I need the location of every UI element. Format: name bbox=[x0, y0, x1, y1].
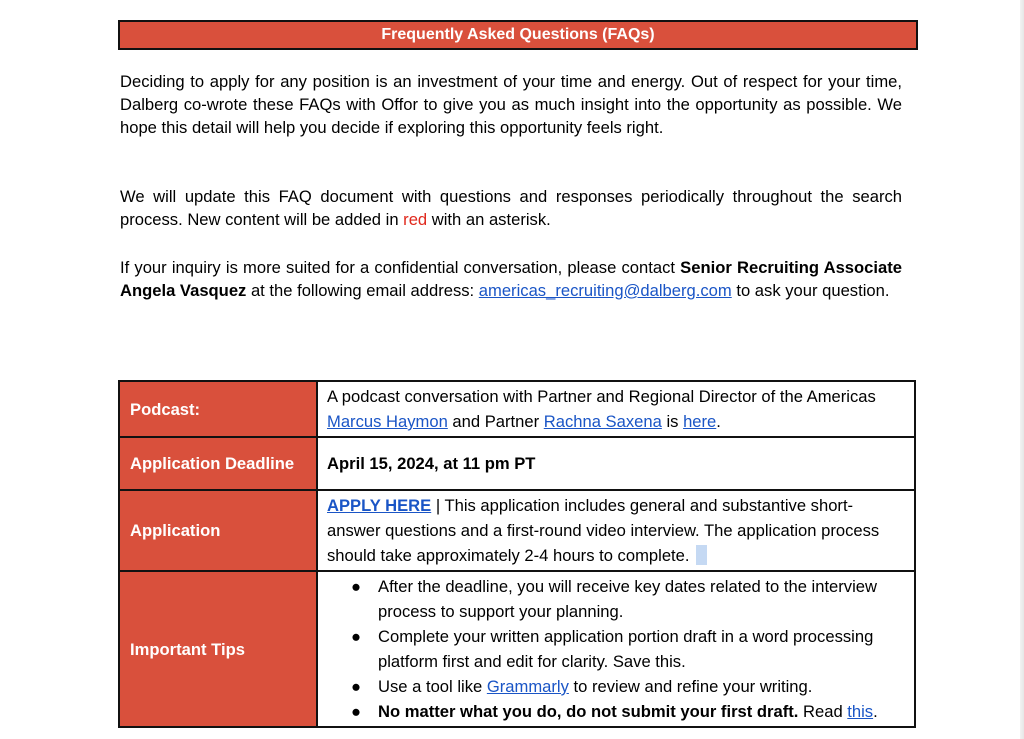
podcast-text-1: A podcast conversation with Partner and Regional Director of the Americas bbox=[327, 387, 876, 406]
intro-paragraph-1: Deciding to apply for any position is an investment of your time and energy. Out of respect for your time, Dalberg co-wrote these FAQs with Offor to give you as much insight into the opportunity as possible. We hope this detail will help you decide if exploring this opportunity feels right. bbox=[120, 72, 902, 137]
intro-paragraph-2 bbox=[120, 186, 902, 232]
application-value bbox=[317, 490, 915, 571]
tip-4-bold-text: No matter what you do, do not submit your first draft. bbox=[378, 702, 799, 721]
tips-label: Important Tips bbox=[119, 571, 317, 727]
tip-1-text: After the deadline, you will receive key dates related to the interview process to support your planning. bbox=[378, 577, 878, 621]
marcus-haymon-link[interactable]: Marcus Haymon bbox=[327, 412, 448, 431]
application-label: Application bbox=[119, 490, 317, 571]
tips-list bbox=[318, 574, 906, 724]
podcast-here-link[interactable]: here bbox=[683, 412, 717, 431]
deadline-label: Application Deadline bbox=[119, 437, 317, 490]
apply-here-link[interactable]: APPLY HERE bbox=[327, 496, 432, 515]
tip-4-text: Read bbox=[798, 702, 848, 721]
p3-text-start: If your inquiry is more suited for a confidential conversation, please contact bbox=[120, 258, 681, 277]
bullet-icon: ● bbox=[351, 702, 362, 721]
email-link[interactable]: americas_recruiting@dalberg.com bbox=[478, 280, 732, 300]
page-edge bbox=[1020, 0, 1024, 739]
tips-value bbox=[317, 571, 915, 727]
podcast-label: Podcast: bbox=[119, 381, 317, 437]
podcast-value bbox=[317, 381, 915, 437]
list-item bbox=[318, 674, 906, 699]
table-row-tips bbox=[119, 571, 915, 727]
podcast-text-2: and Partner bbox=[447, 412, 544, 431]
table-row-application bbox=[119, 490, 915, 571]
contact-name: Senior Recruiting Associate Angela Vasquez bbox=[120, 258, 902, 300]
grammarly-link[interactable]: Grammarly bbox=[486, 677, 569, 696]
table-row-deadline bbox=[119, 437, 915, 490]
podcast-text-3: is bbox=[661, 412, 684, 431]
this-link[interactable]: this bbox=[847, 702, 874, 721]
tip-2-text: Complete your written application portion draft in a word processing platform first and edit for clarity. Save this. bbox=[378, 627, 874, 671]
list-item bbox=[318, 699, 906, 724]
red-word: red bbox=[403, 209, 428, 229]
text-cursor-highlight bbox=[696, 545, 707, 565]
bullet-icon: ● bbox=[351, 627, 362, 646]
application-text: | This application includes general and substantive short-answer questions and a first-round video interview. The application process should take approximately 2-4 hours to complete. bbox=[327, 496, 880, 565]
bullet-icon: ● bbox=[351, 677, 362, 696]
bullet-icon: ● bbox=[351, 577, 362, 596]
tip-4-text-end: . bbox=[873, 702, 878, 721]
faq-info-table bbox=[118, 380, 916, 728]
deadline-value: April 15, 2024, at 11 pm PT bbox=[317, 437, 915, 490]
p3-text-end: to ask your question. bbox=[731, 280, 890, 300]
tip-3-text-start: Use a tool like bbox=[378, 677, 487, 696]
p2-text-start: We will update this FAQ document with questions and responses periodically throughout the search process. New content will be added in bbox=[120, 187, 902, 229]
table-row-podcast bbox=[119, 381, 915, 437]
list-item bbox=[318, 624, 906, 674]
tip-3-text-end: to review and refine your writing. bbox=[568, 677, 813, 696]
p2-text-end: with an asterisk. bbox=[427, 209, 551, 229]
rachna-saxena-link[interactable]: Rachna Saxena bbox=[543, 412, 662, 431]
intro-paragraph-3 bbox=[120, 257, 902, 303]
podcast-text-4: . bbox=[716, 412, 721, 431]
faq-title: Frequently Asked Questions (FAQs) bbox=[381, 26, 655, 43]
p3-text-mid: at the following email address: bbox=[246, 280, 479, 300]
list-item bbox=[318, 574, 906, 624]
faq-banner bbox=[118, 20, 918, 50]
